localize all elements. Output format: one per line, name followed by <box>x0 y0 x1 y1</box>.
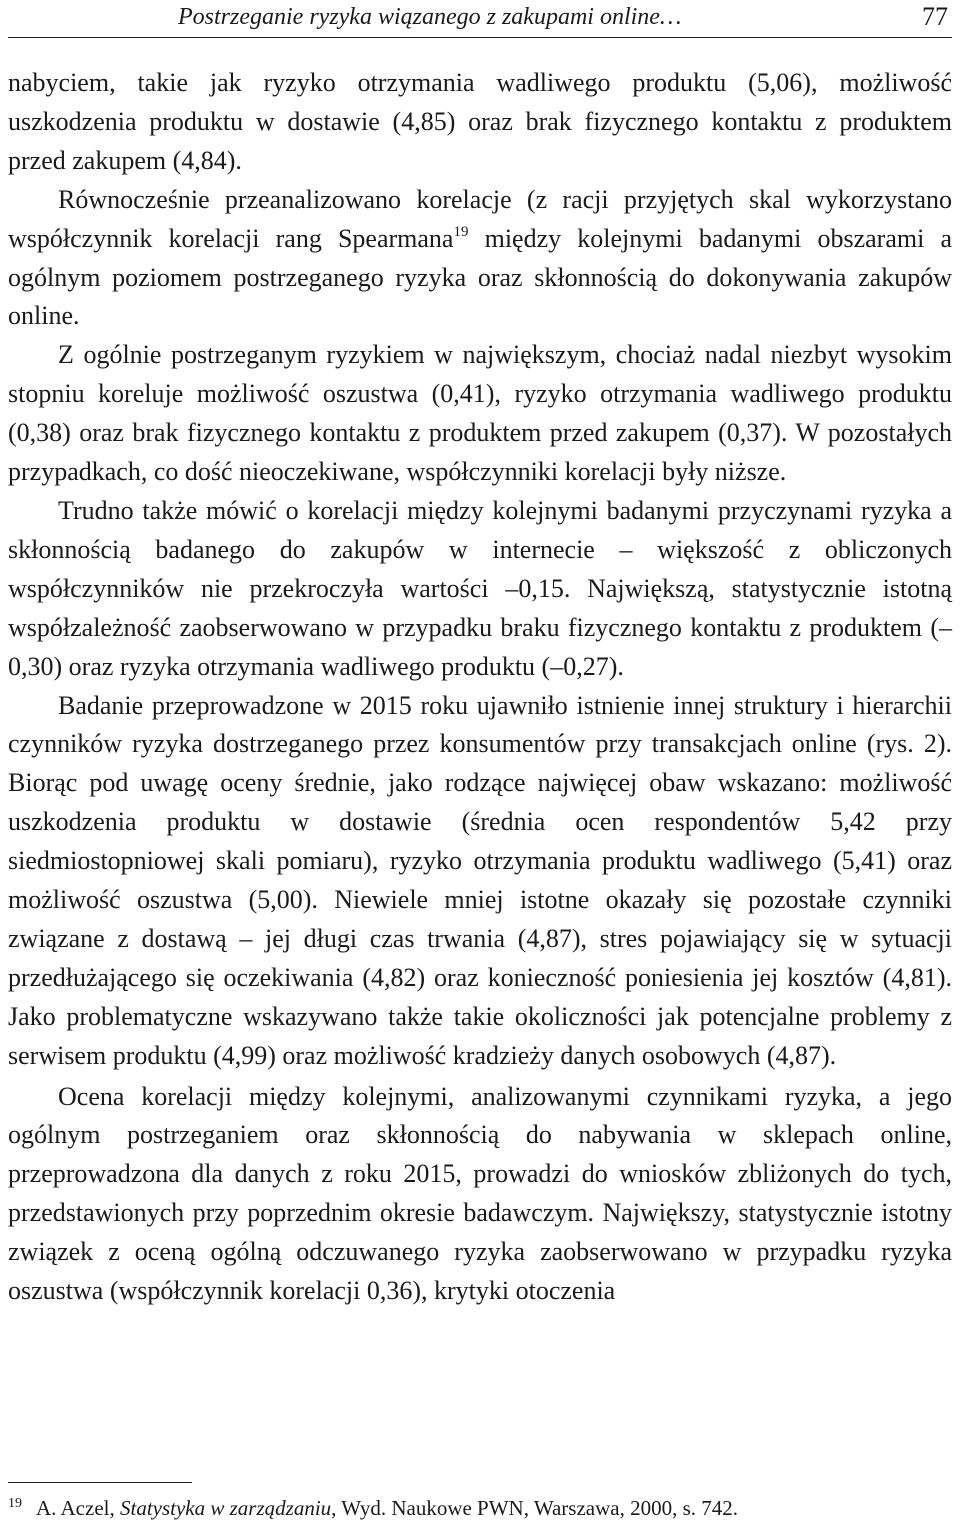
paragraph-text: Ocena korelacji między kolejnymi, analizowanymi czynnikami ryzyka, a jego ogólnym postrzeganiem oraz skłonnością do nabywania w sklepach online, przeprowadzona dla danych z roku 2015, prowadzi do wniosków zbliżonych do tych, przedstawionych przy poprzednim okresie badawczym. Największy, statystycznie istotny związek z oceną ogólną odczuwanego ryzyka zaobserwowano w przypadku ryzyka oszustwa (współczynnik korelacji 0,36), krytyki otoczenia <box>8 1081 952 1306</box>
paragraph <box>8 1078 952 1311</box>
paragraph <box>8 336 952 492</box>
body-text <box>8 64 952 1311</box>
paragraph-text: Trudno także mówić o korelacji między kolejnymi badanymi przyczynami ryzyka a skłonnością badanego do zakupów w internecie – większość z obliczonych współczynników nie przekroczyła wartości –0,15. Największą, statystycznie istotną współzależność zaobserwowano w przypadku braku fizycznego kontaktu z produktem (–0,30) oraz ryzyka otrzymania wadliwego produktu (–0,27). <box>8 495 952 681</box>
footnote-rest: , Wyd. Naukowe PWN, Warszawa, 2000, s. 742. <box>331 1496 739 1520</box>
paragraph-continuation <box>8 64 952 181</box>
paragraph-text: Badanie przeprowadzone w 2015 roku ujawniło istnienie innej struktury i hierarchii czynników ryzyka dostrzeganego przez konsumentów przy transakcjach online (rys. 2). Biorąc pod uwagę oceny średnie, jako rodzące najwięcej obaw wskazano: możliwość uszkodzenia produktu w dostawie (średnia ocen respondentów 5,42 przy siedmiostopniowej skali pomiaru), ryzyko otrzymania produktu wadliwego (5,41) oraz możliwość oszustwa (5,00). Niewiele mniej istotne okazały się pozostałe czynniki związane z dostawą – jej długi czas trwania (4,87), stres pojawiający się w sytuacji przedłużającego się oczekiwania (4,82) oraz konieczność poniesienia jej kosztów (4,81). Jako problematyczne wskazywano także takie okoliczności jak potencjalne problemy z serwisem produktu (4,99) oraz możliwość kradzieży danych osobowych (4,87). <box>8 690 952 1070</box>
footnote <box>8 1496 952 1521</box>
footnote-title: Statystyka w zarządzaniu <box>119 1496 332 1520</box>
paragraph <box>8 687 952 1076</box>
paragraph-text: Równocześnie przeanalizowano korelacje (z racji przyjętych skal wykorzystano współczynnik korelacji rang Spearmana <box>8 184 952 253</box>
paragraph-text: między kolejnymi badanymi obszarami a ogólnym poziomem postrzeganego ryzyka oraz skłonnością do dokonywania zakupów online. <box>8 223 952 331</box>
footnote-separator <box>8 1482 192 1483</box>
running-title: Postrzeganie ryzyka wiązanego z zakupami online… <box>178 4 682 30</box>
paragraph-text: Z ogólnie postrzeganym ryzykiem w największym, chociaż nadal niezbyt wysokim stopniu koreluje możliwość oszustwa (0,41), ryzyko otrzymania wadliwego produktu (0,38) oraz brak fizycznego kontaktu z produktem przed zakupem (0,37). W pozostałych przypadkach, co dość nieoczekiwane, współczynniki korelacji były niższe. <box>8 340 952 487</box>
paragraph <box>8 492 952 687</box>
running-header <box>8 0 952 38</box>
paragraph-text: nabyciem, takie jak ryzyko otrzymania wadliwego produktu (5,06), możliwość uszkodzenia produktu w dostawie (4,85) oraz brak fizycznego kontaktu z produktem przed zakupem (4,84). <box>8 68 952 175</box>
footnote-author: A. Aczel, <box>36 1496 120 1520</box>
paragraph <box>8 181 952 337</box>
footnote-reference[interactable]: 19 <box>453 223 469 240</box>
page-number: 77 <box>922 2 948 31</box>
footnote-number: 19 <box>8 1496 22 1511</box>
